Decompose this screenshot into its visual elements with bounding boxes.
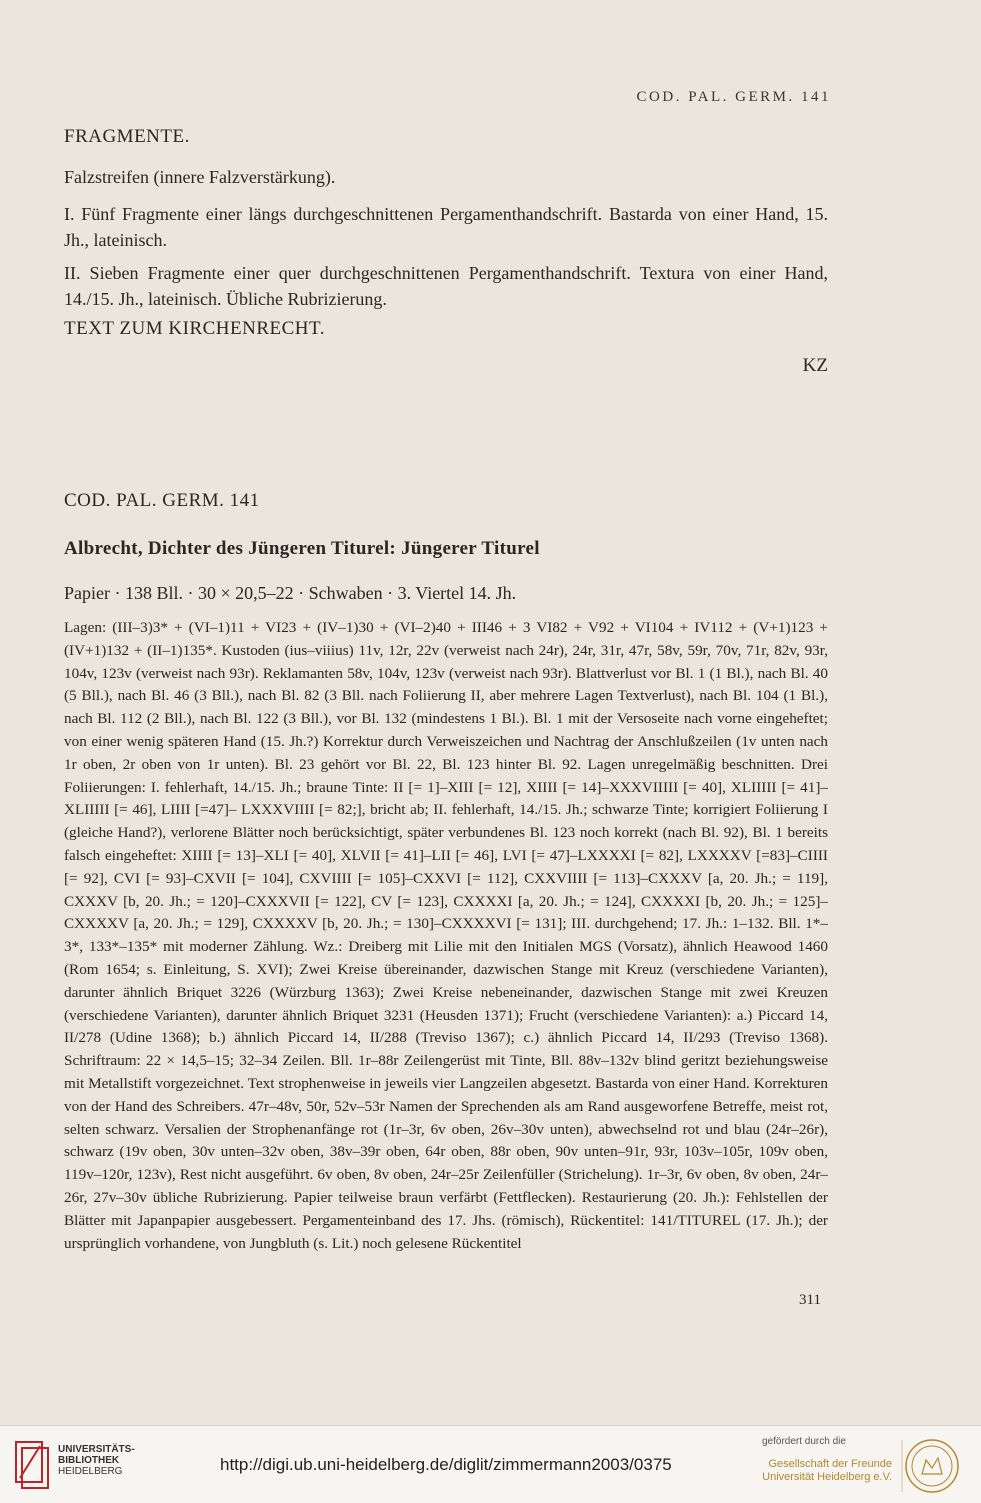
scribe-initials: KZ bbox=[802, 355, 828, 376]
fragment-item-2: II. Sieben Fragmente einer quer durchgeschnittenen Pergamenthandschrift. Textura von einer Hand, 14./15. Jh., lateinisch. Übliche Rubrizierung. bbox=[64, 263, 828, 309]
sponsor-line-1: Gesellschaft der Freunde bbox=[768, 1458, 892, 1470]
library-line-1: UNIVERSITÄTS- bbox=[58, 1444, 135, 1455]
entry-title: Albrecht, Dichter des Jüngeren Titurel: Jüngerer Titurel bbox=[64, 538, 540, 559]
library-line-3: HEIDELBERG bbox=[58, 1466, 123, 1477]
codex-heading: COD. PAL. GERM. 141 bbox=[64, 490, 260, 511]
text-heading: TEXT ZUM KIRCHENRECHT. bbox=[64, 318, 325, 339]
library-label[interactable] bbox=[58, 1444, 135, 1477]
fragment-item-1: I. Fünf Fragmente einer längs durchgeschnittenen Pergamenthandschrift. Bastarda von einer Hand, 15. Jh., lateinisch. bbox=[64, 204, 828, 250]
page-number: 311 bbox=[799, 1292, 821, 1308]
sponsor-line-2: Universität Heidelberg e.V. bbox=[762, 1471, 892, 1483]
funded-by-label: gefördert durch die bbox=[762, 1436, 846, 1447]
entry-meta: Papier · 138 Bll. · 30 × 20,5–22 · Schwaben · 3. Viertel 14. Jh. bbox=[64, 583, 517, 603]
fragmente-heading: FRAGMENTE. bbox=[64, 126, 190, 147]
running-head: COD. PAL. GERM. 141 bbox=[636, 89, 831, 105]
sponsor-name[interactable] bbox=[758, 1458, 892, 1484]
entry-description: Lagen: (III–3)3* + (VI–1)11 + VI23 + (IV–1)30 + (VI–2)40 + III46 + 3 VI82 + V92 + VI104 + IV112 + (V+1)123 + (IV+1)132 + (II–1)135*. Kustoden (ius–viiius) 11v, 12r, 22v (verweist nach 24r), 24r, 31r, 47r, 58v, 59r, 70v, 71r, 82v, 93r, 104v, 123v (verweist nach 93r). Reklamanten 58v, 104v, 123v (verweist nach 93r). Blattverlust vor Bl. 1 (1 Bl.), nach Bl. 40 (5 Bll.), nach Bl. 46 (3 Bll.), nach Bl. 82 (3 Bll. nach Foliierung II, aber mehrere Lagen Textverlust), nach Bl. 104 (1 Bl.), nach Bl. 112 (2 Bll.), nach Bl. 122 (3 Bll.), vor Bl. 132 (mindestens 1 Bl.). Bl. 1 mit der Versoseite nach vorne eingeheftet; von einer wenig späteren Hand (15. Jh.?) Korrektur durch Verweiszeichen und Nachtrag der Anschlußzeilen (1v unten nach 1r oben, 2r oben von 1r unten). Bl. 23 gehört vor Bl. 22, Bl. 123 hinter Bl. 92. Lagen unregelmäßig beschnitten. Drei Foliierungen: I. fehlerhaft, 14./15. Jh.; braune Tinte: II [= 1]–XIII [= 12], XIIII [= 14]–XXXVIIIII [= 40], XLIIIII [= 41]–XLIIIII [= 46], LIIII [=47]– LXXXVIIII [= 82;], bricht ab; II. fehlerhaft, 14./15. Jh.; schwarze Tinte; korrigiert Foliierung I (gleiche Hand?), verlorene Blätter noch berücksichtigt, später verbundenes Bl. 123 noch korrekt (nach Bl. 92), Bl. 1 bereits falsch eingeheftet: XIIII [= 13]–XLI [= 40], XLVII [= 41]–LII [= 46], LVI [= 47]–LXXXXI [= 82], LXXXXV [=83]–CIIII [= 92], CVI [= 93]–CXVII [= 104], CXVIIII [= 105]–CXXVI [= 112], CXXVIIII [= 113]–CXXXV [a, 20. Jh.; = 119], CXXXV [b, 20. Jh.; = 120]–CXXXVII [= 122], CV [= 123], CXXXXI [a, 20. Jh.; = 124], CXXXXI [b, 20. Jh.; = 125]–CXXXXV [a, 20. Jh.; = 129], CXXXXV [b, 20. Jh.; = 130]–CXXXXVI [= 131]; III. durchgehend; 17. Jh.: 1–132. Bll. 1*–3*, 133*–135* mit moderner Zählung. Wz.: Dreiberg mit Lilie mit den Initialen MGS (Vorsatz), ähnlich Heawood 1460 (Rom 1654; s. Einleitung, S. XVI); Zwei Kreise übereinander, dazwischen Stange mit Kreuz (verschiedene Varianten), darunter ähnlich Briquet 3226 (Würzburg 1363); Zwei Kreise nebeneinander, dazwischen Stange mit zwei Kreuzen (verschiedene Varianten), darunter ähnlich Briquet 3231 (Heusden 1371); Frucht (verschiedene Varianten): a.) Piccard 14, II/278 (Udine 1368); b.) ähnlich Piccard 14, II/288 (Treviso 1367); c.) ähnlich Piccard 14, II/293 (Treviso 1368). Schriftraum: 22 × 14,5–15; 32–34 Zeilen. Bll. 1r–88r Zeilengerüst mit Tinte, Bll. 88v–132v blind geritzt beziehungsweise mit Metallstift vorgezeichnet. Text strophenweise in jeweils vier Langzeilen abgesetzt. Bastarda von einer Hand. Korrekturen von der Hand des Schreibers. 47r–48v, 50r, 52v–53r Namen der Sprechenden als am Rand ausgeworfene Betreffe, meist rot, selten schwarz. Versalien der Strophenanfänge rot (1r–3r, 6v oben, 26v–30v unten), abwechselnd rot und blau (24r–26r), schwarz (19v oben, 30v unten–32v oben, 38v–39r oben, 64r oben, 88r oben, 90v unten–91r, 93r, 103v–105r, 109v oben, 119v–120r, 123v), Rest nicht ausgeführt. 6v oben, 8v oben, 24r–25r Zeilenfüller (Strichelung). 1r–3r, 6v oben, 8v oben, 24r–26r, 27v–30v übliche Rubrizierung. Papier teilweise braun verfärbt (Fettflecken). Restaurierung (20. Jh.): Fehlstellen der Blätter mit Japanpapier ausgebessert. Pergamenteinband des 17. Jhs. (römisch), Rückentitel: 141/TITUREL (17. Jh.); der ursprünglich vorhandene, von Jungbluth (s. Lit.) noch gelesene Rückentitel bbox=[64, 619, 828, 1252]
library-line-2: BIBLIOTHEK bbox=[58, 1455, 120, 1466]
society-seal-icon bbox=[900, 1436, 960, 1496]
fragmente-subheading: Falzstreifen (innere Falzverstärkung). bbox=[64, 167, 336, 187]
permalink-url[interactable]: http://digi.ub.uni-heidelberg.de/diglit/zimmermann2003/0375 bbox=[220, 1455, 672, 1474]
university-library-logo-icon[interactable] bbox=[10, 1436, 55, 1491]
